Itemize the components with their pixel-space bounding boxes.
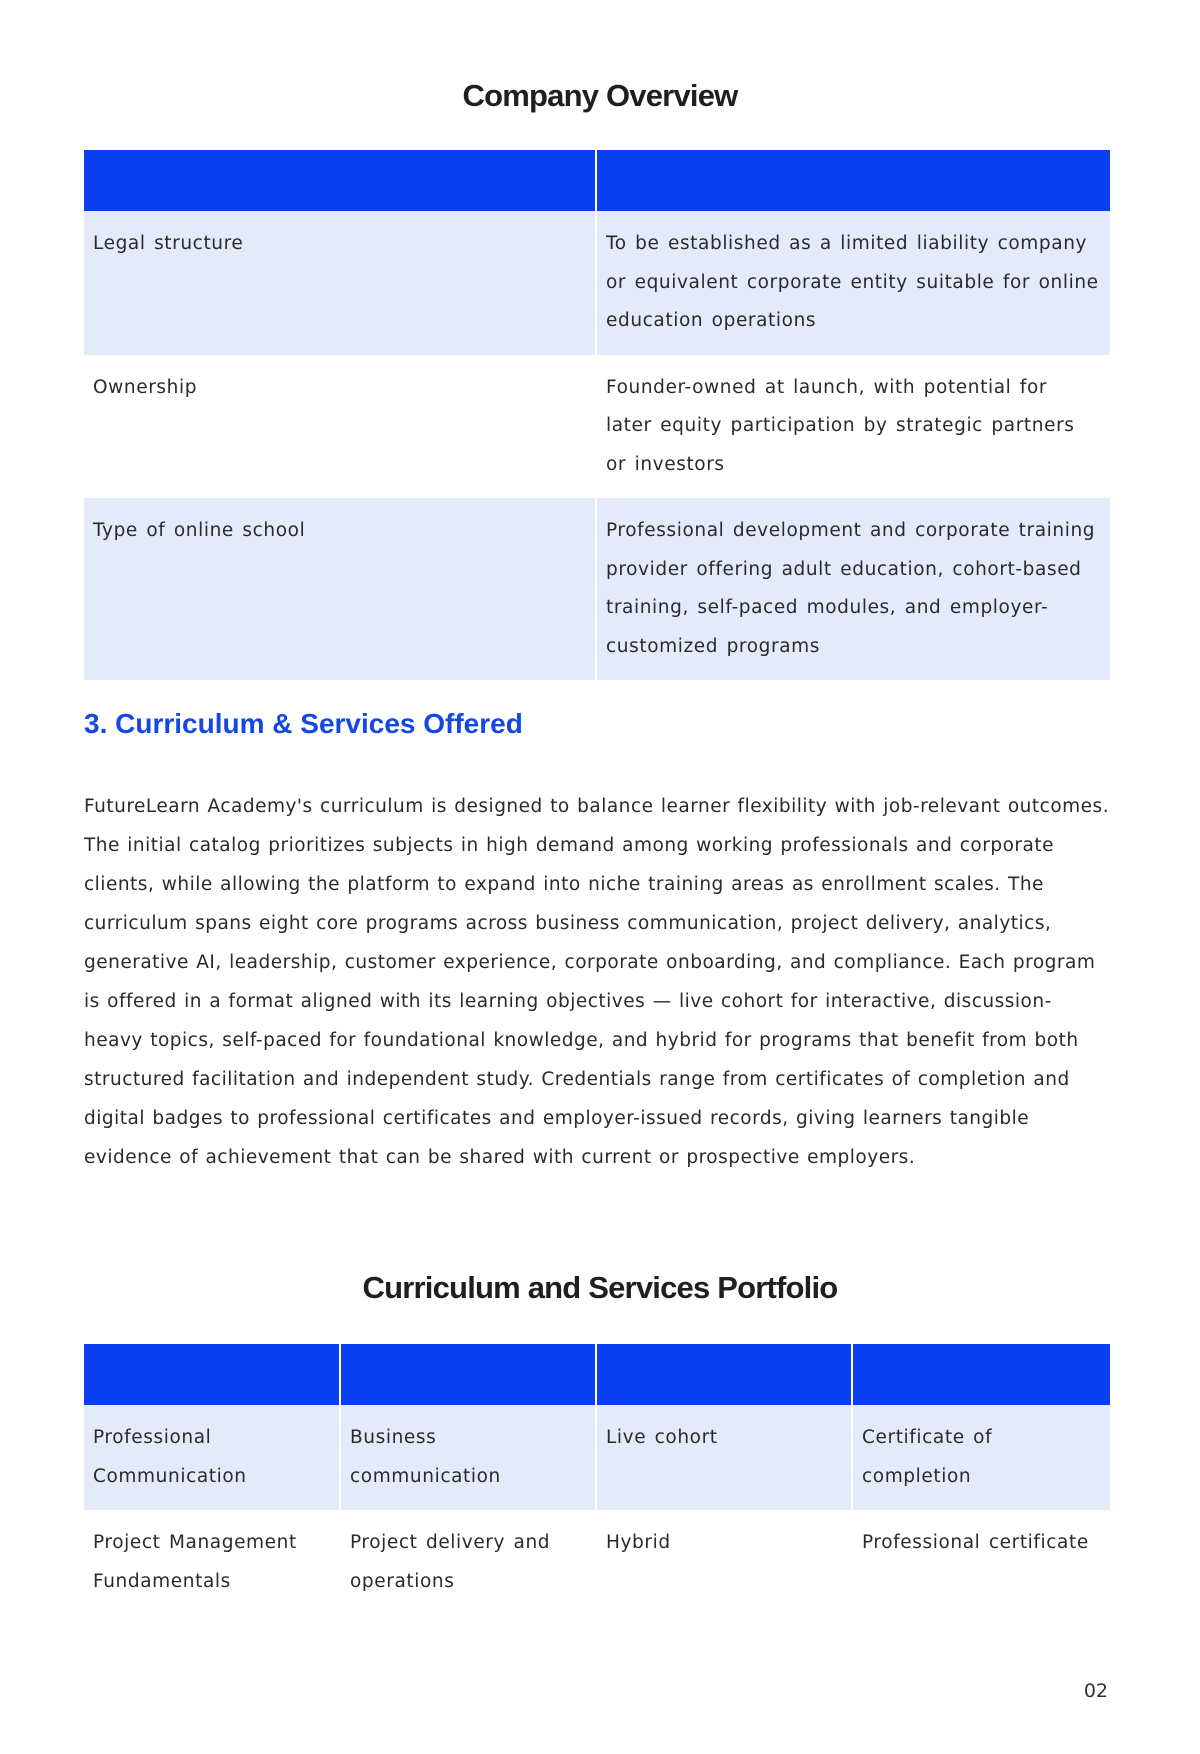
row-label: Ownership [84,355,596,499]
table-header-cell [340,1344,596,1405]
table-header-cell [852,1344,1110,1405]
table-row [84,1405,1110,1510]
portfolio-title: Curriculum and Services Portfolio [362,1270,838,1305]
row-label: Legal structure [84,211,596,355]
program-name-cell: Project Management Fundamentals [84,1510,340,1615]
table-header-cell [84,150,596,211]
row-value: To be established as a limited liability company or equivalent corporate entity suitable for online education operations [596,211,1110,355]
table-header-row [84,1344,1110,1405]
program-name-cell: Professional Communication [84,1405,340,1510]
table-header-cell [596,150,1110,211]
row-label: Type of online school [84,498,596,680]
portfolio-table [84,1344,1110,1615]
company-overview-title: Company Overview [462,78,738,113]
section-body-paragraph: FutureLearn Academy's curriculum is designed to balance learner flexibility with job-relevant outcomes. The initial catalog prioritizes subjects in high demand among working professionals and corporate clients, while allowing the platform to expand into niche training areas as enrollment scales. The curriculum spans eight core programs across business communication, project delivery, analytics, generative AI, leadership, customer experience, corporate onboarding, and compliance. Each program is offered in a format aligned with its learning objectives — live cohort for interactive, discussion-heavy topics, self-paced for foundational knowledge, and hybrid for programs that benefit from both structured facilitation and independent study. Credentials range from certificates of completion and digital badges to professional certificates and employer-issued records, giving learners tangible evidence of achievement that can be shared with current or prospective employers. [84,796,1110,1168]
company-overview-table [84,150,1110,680]
format-cell: Hybrid [596,1510,852,1615]
table-row [84,211,1110,355]
table-header-cell [84,1344,340,1405]
credential-cell: Professional certificate [852,1510,1110,1615]
focus-area-cell: Business communication [340,1405,596,1510]
format-cell: Live cohort [596,1405,852,1510]
table-row [84,498,1110,680]
focus-area-cell: Project delivery and operations [340,1510,596,1615]
table-header-cell [596,1344,852,1405]
table-row [84,355,1110,499]
row-value: Founder-owned at launch, with potential for later equity participation by strategic partners or investors [596,355,1110,499]
page-number: 02 [1083,1680,1108,1702]
section-heading: 3. Curriculum & Services Offered [84,708,523,739]
table-row [84,1510,1110,1615]
credential-cell: Certificate of completion [852,1405,1110,1510]
row-value: Professional development and corporate training provider offering adult education, cohort-based training, self-paced modules, and employer-customized programs [596,498,1110,680]
table-header-row [84,150,1110,211]
